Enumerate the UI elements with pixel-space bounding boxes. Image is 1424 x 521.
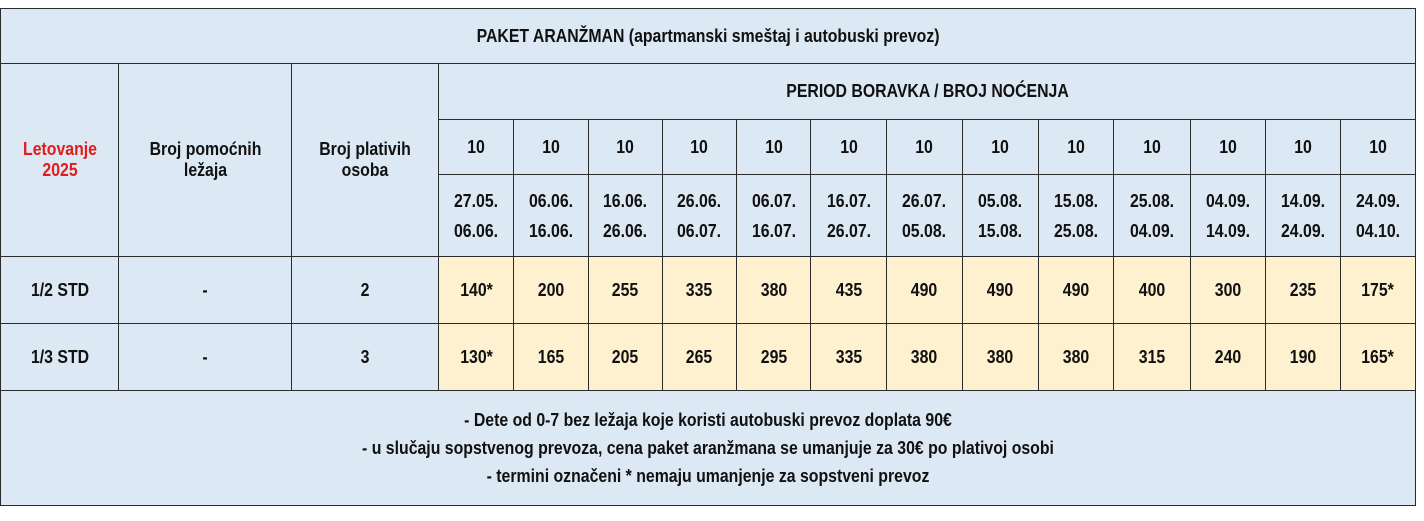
nights-cell: 10 (736, 120, 810, 175)
price-cell: 300 (1191, 257, 1266, 324)
notes-cell (1, 391, 1416, 506)
price-cell: 130* (439, 324, 514, 391)
period-to: 14.09. (1206, 220, 1251, 241)
table-row (1, 257, 1416, 324)
nights-cell: 10 (588, 120, 662, 175)
period-to: 06.07. (677, 220, 722, 241)
price-cell: 335 (662, 257, 736, 324)
price-cell: 380 (736, 257, 810, 324)
price-cell: 400 (1114, 257, 1191, 324)
price-cell: 380 (887, 324, 962, 391)
price-cell: 205 (588, 324, 662, 391)
period-from: 06.06. (528, 190, 573, 211)
price-cell: 175* (1340, 257, 1415, 324)
period-dates-cell (588, 175, 662, 257)
period-from: 14.09. (1280, 190, 1326, 211)
extra-beds-cell: - (119, 257, 291, 324)
period-dates-cell (1340, 175, 1415, 257)
nights-cell: 10 (1038, 120, 1113, 175)
period-to: 15.08. (978, 220, 1023, 241)
season-cell (1, 64, 119, 257)
price-table (0, 8, 1416, 506)
price-cell: 140* (439, 257, 514, 324)
table-row (1, 324, 1416, 391)
period-to: 06.06. (454, 220, 499, 241)
room-type-cell: 1/2 STD (1, 257, 119, 324)
period-from: 16.07. (826, 190, 871, 211)
nights-cell: 10 (514, 120, 588, 175)
price-cell: 490 (1038, 257, 1113, 324)
period-dates-cell (962, 175, 1038, 257)
period-to: 16.06. (528, 220, 573, 241)
extra-beds-header: Broj pomoćnih ležaja (119, 64, 291, 257)
note-line: - termini označeni * nemaju umanjenje za sopstveni prevoz (486, 466, 930, 486)
price-cell: 490 (962, 257, 1038, 324)
period-to: 16.07. (751, 220, 796, 241)
period-to: 25.08. (1053, 220, 1098, 241)
period-to: 04.10. (1355, 220, 1400, 241)
price-cell: 335 (811, 324, 887, 391)
payers-cell: 3 (291, 324, 438, 391)
period-from: 16.06. (603, 190, 648, 211)
period-dates-cell (1114, 175, 1191, 257)
price-cell: 315 (1114, 324, 1191, 391)
table-title: PAKET ARANŽMAN (apartmanski smeštaj i autobuski prevoz) (1, 9, 1416, 64)
price-cell: 490 (887, 257, 962, 324)
period-to: 05.08. (902, 220, 947, 241)
price-cell: 235 (1266, 257, 1340, 324)
payers-header: Broj plativih osoba (291, 64, 438, 257)
period-dates-cell (736, 175, 810, 257)
price-cell: 190 (1266, 324, 1340, 391)
nights-cell: 10 (1114, 120, 1191, 175)
nights-cell: 10 (1340, 120, 1415, 175)
payers-cell: 2 (291, 257, 438, 324)
period-dates-cell (887, 175, 962, 257)
price-cell: 380 (962, 324, 1038, 391)
nights-cell: 10 (662, 120, 736, 175)
period-from: 26.06. (677, 190, 722, 211)
period-from: 27.05. (454, 190, 499, 211)
nights-cell: 10 (439, 120, 514, 175)
extra-beds-cell: - (119, 324, 291, 391)
season-label: Letovanje 2025 (22, 139, 97, 180)
period-to: 26.07. (826, 220, 871, 241)
price-cell: 295 (736, 324, 810, 391)
period-dates-cell (662, 175, 736, 257)
period-from: 24.09. (1355, 190, 1400, 211)
period-from: 26.07. (902, 190, 947, 211)
price-cell: 265 (662, 324, 736, 391)
price-cell: 200 (514, 257, 588, 324)
period-to: 04.09. (1130, 220, 1175, 241)
period-from: 25.08. (1130, 190, 1175, 211)
price-cell: 435 (811, 257, 887, 324)
note-line: - Dete od 0-7 bez ležaja koje koristi autobuski prevoz doplata 90€ (464, 410, 952, 430)
period-from: 05.08. (978, 190, 1023, 211)
period-from: 15.08. (1053, 190, 1098, 211)
period-to: 24.09. (1280, 220, 1326, 241)
nights-cell: 10 (1191, 120, 1266, 175)
price-cell: 240 (1191, 324, 1266, 391)
price-cell: 165* (1340, 324, 1415, 391)
period-from: 04.09. (1206, 190, 1251, 211)
nights-cell: 10 (811, 120, 887, 175)
period-dates-cell (811, 175, 887, 257)
nights-cell: 10 (887, 120, 962, 175)
period-to: 26.06. (603, 220, 648, 241)
nights-cell: 10 (962, 120, 1038, 175)
period-dates-cell (1266, 175, 1340, 257)
period-dates-cell (514, 175, 588, 257)
period-header: PERIOD BORAVKA / BROJ NOĆENJA (439, 64, 1416, 120)
price-cell: 255 (588, 257, 662, 324)
period-dates-cell (1038, 175, 1113, 257)
period-dates-cell (439, 175, 514, 257)
note-line: - u slučaju sopstvenog prevoza, cena paket aranžmana se umanjuje za 30€ po plativoj osobi (362, 438, 1054, 458)
period-dates-cell (1191, 175, 1266, 257)
price-cell: 165 (514, 324, 588, 391)
period-from: 06.07. (751, 190, 796, 211)
room-type-cell: 1/3 STD (1, 324, 119, 391)
price-cell: 380 (1038, 324, 1113, 391)
nights-cell: 10 (1266, 120, 1340, 175)
